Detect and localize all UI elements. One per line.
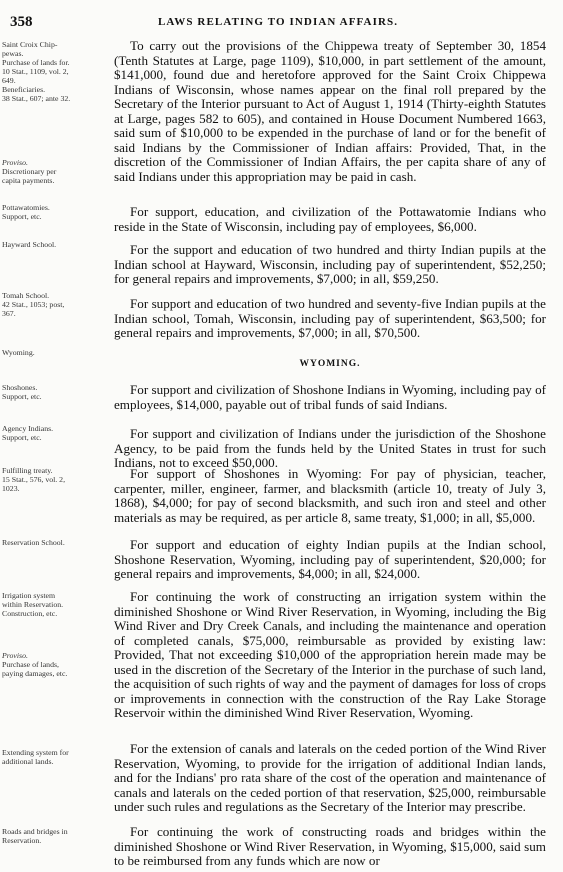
margin-note-line: 10 Stat., 1109, vol. 2, [2,67,69,76]
margin-note-line: Support, etc. [2,392,42,401]
margin-note-line: Agency Indians. [2,424,54,433]
margin-note-agency-indians [2,424,108,442]
margin-note-line: Irrigation system [2,591,56,600]
margin-note-line: Shoshones. [2,383,38,392]
margin-note-line: Hayward School. [2,240,57,249]
margin-note-line: 15 Stat., 576, vol. 2, [2,475,66,484]
margin-note-line: Purchase of lands for. [2,58,70,67]
margin-note-saint-croix [2,40,108,103]
paragraph-saint-croix-chippewa: To carry out the provisions of the Chippewa treaty of September 30, 1854 (Tenth Statutes at Large, page 1109), $10,000, in part settlement of the amount, $141,000, found due and heretofore approved for the Saint Croix Chippewa Indians of Wisconsin, whose names appear on the final roll prepared by the Secretary of the Interior pursuant to Act of August 1, 1914 (Thirty-eighth Statutes at Large, pages 582 to 605), and contained in House Document Numbered 1663, said sum of $10,000 to be expended in the purchase of land or for the benefit of said Indians by the Commissioner of Indian affairs: Provided, That, in the discretion of the Commissioner of Indian Affairs, the per capita share of any of said Indians under this appropriation may be paid in cash. [114,38,546,184]
paragraph-shoshone-support: For support and civilization of Shoshone Indians in Wyoming, including pay of employees, $14,000, payable out of tribal funds of said Indians. [114,382,546,412]
margin-note-line: Proviso. [2,651,28,660]
margin-note-hayward [2,240,108,249]
paragraph-pottawatomie: For support, education, and civilization of the Pottawatomie Indians who reside in the State of Wisconsin, including pay of employees, $6,000. [114,204,546,234]
margin-note-line: Reservation. [2,836,42,845]
paragraph-reservation-school: For support and education of eighty Indian pupils at the Indian school, Shoshone Reservation, Wyoming, including pay of superintendent, $20,000; for general repairs and improvements, $4,000; in all, $24,000. [114,537,546,581]
margin-note-line: Proviso. [2,158,28,167]
margin-note-line: Beneficiaries. [2,85,46,94]
margin-note-line: Pottawatomies. [2,203,50,212]
paragraph-irrigation-system: For continuing the work of constructing an irrigation system within the diminished Shoshone or Wind River Reservation, in Wyoming, including the Big Wind River and Dry Creek Canals, and including the maintenance and operation of completed canals, $75,000, reimbursable as provided by existing law: Provided, That not exceeding $10,000 of the appropriation herein made may be used in the discretion of the Secretary of the Interior in the purchase of such land, the acquisition of such rights of way and the payment of damages for loss of crops or improvements in connection with the construction of the Ray Lake Storage Reservoir within the diminished Wind River Reservation, Wyoming. [114,589,546,720]
margin-note-line: within Reservation. [2,600,64,609]
section-heading-wyoming: WYOMING. [299,359,361,369]
paragraph-roads-bridges: For continuing the work of constructing roads and bridges within the diminished Shoshone or Wind River Reservation, in Wyoming, $15,000, said sum to be reimbursed from any funds which are now or [114,824,546,868]
paragraph-hayward-school: For the support and education of two hundred and thirty Indian pupils at the Indian school at Hayward, Wisconsin, including pay of superintendent, $52,250; for general repairs and improvements, $7,000; in all, $59,250. [114,242,546,286]
margin-note-line: additional lands. [2,757,54,766]
margin-note-line: Purchase of lands, [2,660,59,669]
margin-note-line: Discretionary per [2,167,57,176]
margin-note-proviso-purchase [2,651,108,678]
margin-note-line: pewas. [2,49,24,58]
margin-note-line: capita payments. [2,176,55,185]
margin-note-line: Extending system for [2,748,69,757]
margin-note-line: Support, etc. [2,433,42,442]
margin-note-proviso-per-capita [2,158,108,185]
page-number: 358 [10,14,33,30]
running-header [10,14,555,32]
margin-note-line: Reservation School. [2,538,65,547]
margin-note-line: Support, etc. [2,212,42,221]
margin-note-line: 367. [2,309,16,318]
margin-note-tomah [2,291,108,318]
margin-note-line: Tomah School. [2,291,50,300]
margin-note-line: paying damages, etc. [2,669,68,678]
margin-note-extending-system [2,748,108,766]
margin-note-line: Fulfilling treaty. [2,466,53,475]
margin-note-roads-bridges [2,827,108,845]
margin-note-line: 42 Stat., 1053; post, [2,300,65,309]
paragraph-fulfilling-treaty: For support of Shoshones in Wyoming: For pay of physician, teacher, carpenter, miller, engineer, farmer, and blacksmith (article 10, treaty of July 3, 1868), $4,000; for pay of second blacksmith, and such iron and steel and other materials as may be required, as per article 8, same treaty, $1,000; in all, $5,000. [114,466,546,525]
margin-note-reservation-school [2,538,108,547]
margin-note-line: 38 Stat., 607; ante 32. [2,94,71,103]
paragraph-extension-canals: For the extension of canals and laterals on the ceded portion of the Wind River Reservation, Wyoming, to provide for the irrigation of additional Indian lands, and for the Indians' pro rata share of the cost of the operation and maintenance of canals and laterals on the ceded portion of that reservation, $25,000, reimbursable under such rules and regulations as the Secretary of the Interior may prescribe. [114,741,546,814]
margin-note-line: Roads and bridges in [2,827,68,836]
margin-note-line: 1023. [2,484,20,493]
paragraph-shoshone-agency: For support and civilization of Indians under the jurisdiction of the Shoshone Agency, to be paid from the funds held by the United States in trust for such Indians, not to exceed $50,000. [114,426,546,470]
margin-note-pottawatomies [2,203,108,221]
margin-note-line: 649. [2,76,16,85]
margin-note-line: Saint Croix Chip- [2,40,58,49]
page-title: LAWS RELATING TO INDIAN AFFAIRS. [158,16,399,28]
margin-note-wyoming [2,348,108,357]
margin-note-line: Wyoming. [2,348,35,357]
paragraph-tomah-school: For support and education of two hundred and seventy-five Indian pupils at the Indian school, Tomah, Wisconsin, including pay of superintendent, $63,500; for general repairs and improvements, $7,000; in all, $70,500. [114,296,546,340]
margin-note-fulfilling-treaty [2,466,108,493]
margin-note-line: Construction, etc. [2,609,58,618]
margin-note-shoshones [2,383,108,401]
margin-note-irrigation-system [2,591,108,618]
